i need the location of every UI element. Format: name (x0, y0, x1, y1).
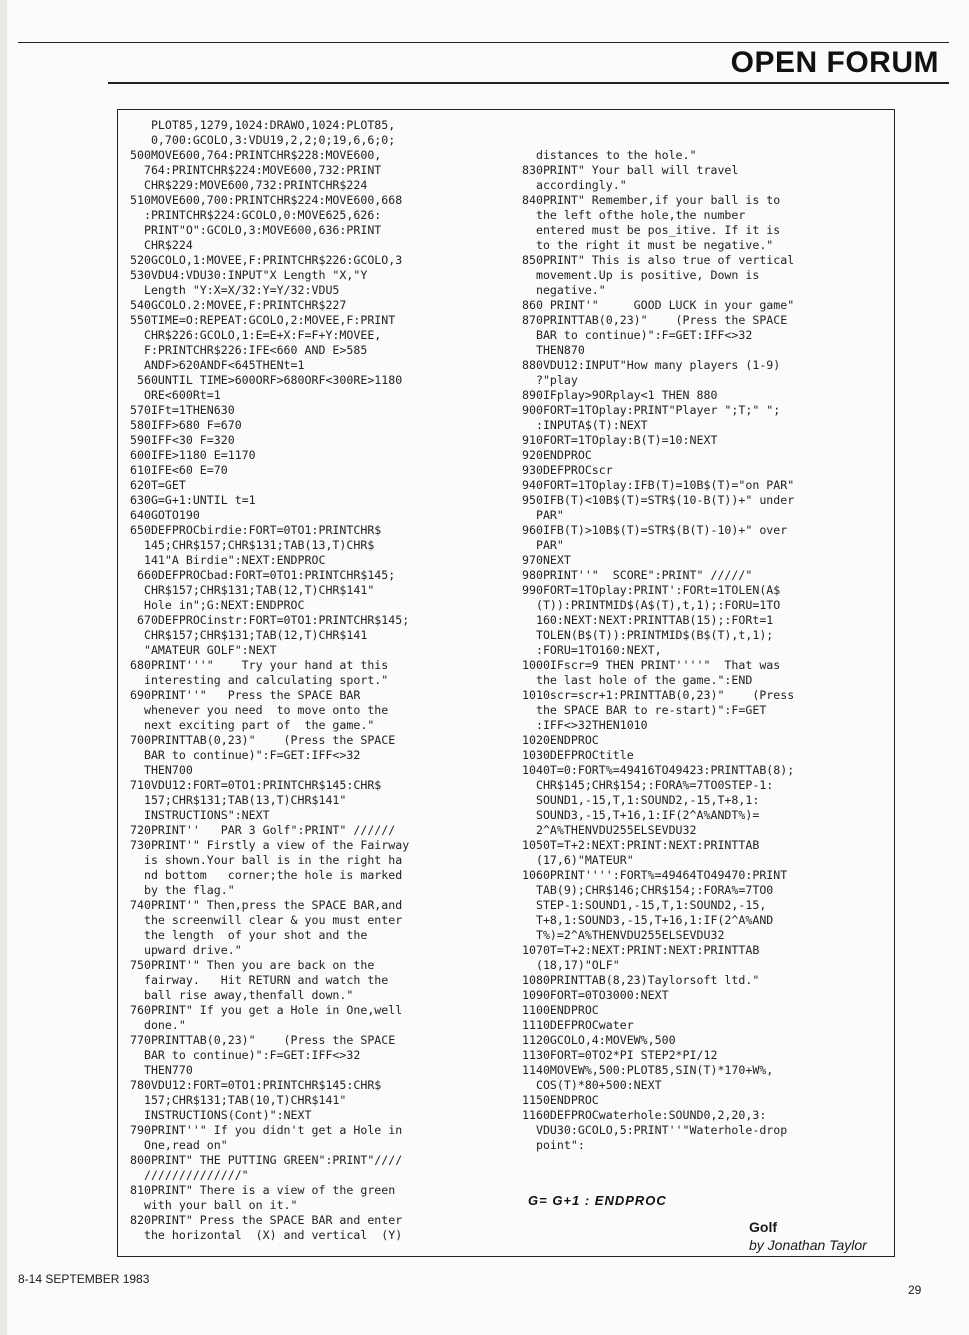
code-line: CHR$157;CHR$131;TAB(12,T)CHR$141" (130, 583, 375, 597)
code-line: //////////////" (130, 1168, 249, 1182)
code-line: 750PRINT'" Then you are back on the (130, 958, 375, 972)
code-line: 940FORT=1TOplay:IFB(T)=10B$(T)="on PAR" (522, 478, 795, 492)
listing-left-column (130, 118, 506, 1243)
program-title: Golf (749, 1219, 777, 1235)
code-line: 500MOVE600,764:PRINTCHR$228:MOVE600, (130, 148, 382, 162)
code-line: 590IFF<30 F=320 (130, 433, 235, 447)
program-listing (117, 109, 895, 1257)
code-line: INSTRUCTIONS":NEXT (130, 808, 270, 822)
code-line: :IFF<>32THEN1010 (522, 718, 648, 732)
code-line: ANDF>620ANDF<645THENt=1 (130, 358, 305, 372)
code-line: 157;CHR$131;TAB(10,T)CHR$141" (130, 1093, 347, 1107)
code-line: 570IFt=1THEN630 (130, 403, 235, 417)
code-line: Length "Y:X=X/32:Y=Y/32:VDU5 (130, 283, 340, 297)
code-line: 1000IFscr=9 THEN PRINT''''" That was (522, 658, 781, 672)
code-line: ?"play (522, 373, 578, 387)
code-line: 0,700:GCOLO,3:VDU19,2,2;0;19,6,6;0; (130, 133, 396, 147)
code-line: 145;CHR$157;CHR$131;TAB(13,T)CHR$ (130, 538, 375, 552)
code-line: 1150ENDPROC (522, 1093, 599, 1107)
code-line: the horizontal (X) and vertical (Y) (130, 1228, 403, 1242)
code-line: by the flag." (130, 883, 235, 897)
code-line: negative." (522, 283, 606, 297)
header-rule (108, 82, 949, 84)
code-line: done." (130, 1018, 186, 1032)
code-line: distances to the hole." (522, 148, 697, 162)
code-line: 1010scr=scr+1:PRINTTAB(0,23)" (Press (522, 688, 795, 702)
code-line: 640GOTO190 (130, 508, 200, 522)
code-line: 990FORT=1TOplay:PRINT':FORt=1TOLEN(A$ (522, 583, 781, 597)
code-line: entered must be pos_itive. If it is (522, 223, 781, 237)
code-line: CHR$229:MOVE600,732:PRINTCHR$224 (130, 178, 368, 192)
code-line: PLOT85,1279,1024:DRAWO,1024:PLOT85, (130, 118, 396, 132)
code-line: 1090FORT=0TO3000:NEXT (522, 988, 669, 1002)
code-line: fairway. Hit RETURN and watch the (130, 973, 389, 987)
article-caption (749, 1218, 867, 1254)
code-line: 840PRINT" Remember,if your ball is to (522, 193, 781, 207)
code-line: 660DEFPROCbad:FORT=0TO1:PRINTCHR$145; (130, 568, 396, 582)
code-line: 770PRINTTAB(0,23)" (Press the SPACE (130, 1033, 396, 1047)
code-line: 1080PRINTTAB(8,23)Taylorsoft ltd." (522, 973, 760, 987)
section-title: OPEN FORUM (730, 46, 939, 79)
code-line: 650DEFPROCbirdie:FORT=0TO1:PRINTCHR$ (130, 523, 382, 537)
code-line: the screenwill clear & you must enter (130, 913, 403, 927)
code-line: 740PRINT'" Then,press the SPACE BAR,and (130, 898, 403, 912)
code-line: 880VDU12:INPUT"How many players (1-9) (522, 358, 781, 372)
issue-date: 8-14 SEPTEMBER 1983 (18, 1272, 150, 1286)
code-line: 157;CHR$131;TAB(13,T)CHR$141" (130, 793, 347, 807)
code-line: THEN770 (130, 1063, 193, 1077)
handwritten-correction: G= G+1 : ENDPROC (528, 1193, 667, 1208)
code-line: 730PRINT'" Firstly a view of the Fairway (130, 838, 410, 852)
code-line: TAB(9);CHR$146;CHR$154;:FORA%=7TO0 (522, 883, 774, 897)
code-line: 690PRINT''" Press the SPACE BAR (130, 688, 361, 702)
code-line: 950IFB(T)<10B$(T)=STR$(10-B(T))+" under (522, 493, 795, 507)
code-line: CHR$145;CHR$154;:FORA%=7TO0STEP-1: (522, 778, 774, 792)
code-line: 630G=G+1:UNTIL t=1 (130, 493, 256, 507)
code-line: 2^A%THENVDU255ELSEVDU32 (522, 823, 697, 837)
code-line: VDU30:GCOLO,5:PRINT''"Waterhole-drop (522, 1123, 788, 1137)
code-line: 720PRINT'' PAR 3 Golf":PRINT" ////// (130, 823, 396, 837)
code-line: 910FORT=1TOplay:B(T)=10:NEXT (522, 433, 718, 447)
code-line: nd bottom corner;the hole is marked (130, 868, 403, 882)
code-line: T%)=2^A%THENVDU255ELSEVDU32 (522, 928, 725, 942)
code-line: 610IFE<60 E=70 (130, 463, 228, 477)
code-line: 1120GCOLO,4:MOVEW%,500 (522, 1033, 676, 1047)
listing-right-column (522, 118, 884, 1238)
code-line: 580IFF>680 F=670 (130, 418, 242, 432)
code-line: 820PRINT" Press the SPACE BAR and enter (130, 1213, 403, 1227)
code-line: accordingly." (522, 178, 627, 192)
code-line: INSTRUCTIONS(Cont)":NEXT (130, 1108, 312, 1122)
code-line: 1050T=T+2:NEXT:PRINT:NEXT:PRINTTAB (522, 838, 760, 852)
code-line: the left ofthe hole,the number (522, 208, 746, 222)
code-line: 980PRINT''" SCORE":PRINT" /////" (522, 568, 753, 582)
code-line: BAR to continue)":F=GET:IFF<>32 (130, 1048, 361, 1062)
code-line: 560UNTIL TIME>600ORF>680ORF<300RE>1180 (130, 373, 403, 387)
code-line: is shown.Your ball is in the right ha (130, 853, 403, 867)
code-line: the length of your shot and the (130, 928, 368, 942)
code-line: 620T=GET (130, 478, 186, 492)
code-line: with your ball on it." (130, 1198, 298, 1212)
page-margin-shadow (0, 0, 7, 1335)
code-line: SOUND3,-15,T+16,1:IF(2^A%ANDT%)= (522, 808, 760, 822)
code-line: 670DEFPROCinstr:FORT=0TO1:PRINTCHR$145; (130, 613, 410, 627)
code-line: (T)):PRINTMID$(A$(T),t,1);:FORU=1TO (522, 598, 781, 612)
code-line: 930DEFPROCscr (522, 463, 613, 477)
code-line: 970NEXT (522, 553, 571, 567)
code-line: 520GCOLO,1:MOVEE,F:PRINTCHR$226:GCOLO,3 (130, 253, 403, 267)
code-line: 790PRINT''" If you didn't get a Hole in (130, 1123, 403, 1137)
code-line: BAR to continue)":F=GET:IFF<>32 (522, 328, 753, 342)
code-line: :INPUTA$(T):NEXT (522, 418, 648, 432)
code-line: 680PRINT'''" Try your hand at this (130, 658, 389, 672)
author-byline: by Jonathan Taylor (749, 1237, 867, 1253)
code-line: CHR$226:GCOLO,1:E=E+X:F=F+Y:MOVEE, (130, 328, 382, 342)
code-line: 530VDU4:VDU30:INPUT"X Length "X,"Y (130, 268, 368, 282)
code-line: 1030DEFPROCtitle (522, 748, 634, 762)
code-line: CHR$157;CHR$131;TAB(12,T)CHR$141 (130, 628, 368, 642)
code-line: :PRINTCHR$224:GCOLO,0:MOVE625,626: (130, 208, 382, 222)
code-line: interesting and calculating sport." (130, 673, 389, 687)
code-line: whenever you need to move onto the (130, 703, 389, 717)
code-line: 141"A Birdie":NEXT:ENDPROC (130, 553, 326, 567)
code-line: 870PRINTTAB(0,23)" (Press the SPACE (522, 313, 788, 327)
code-line: to the right it must be negative." (522, 238, 774, 252)
code-line: 830PRINT" Your ball will travel (522, 163, 739, 177)
code-line: 510MOVE600,700:PRINTCHR$224:MOVE600,668 (130, 193, 403, 207)
code-line: THEN870 (522, 343, 585, 357)
code-line: :FORU=1TO160:NEXT, (522, 643, 662, 657)
code-line: (18,17)"OLF" (522, 958, 620, 972)
code-line: the last hole of the game.":END (522, 673, 753, 687)
code-line: 890IFplay>9ORplay<1 THEN 880 (522, 388, 718, 402)
code-line: 900FORT=1TOplay:PRINT"Player ";T;" "; (522, 403, 781, 417)
code-line: COS(T)*80+500:NEXT (522, 1078, 662, 1092)
code-line: Hole in";G:NEXT:ENDPROC (130, 598, 305, 612)
code-line: 800PRINT" THE PUTTING GREEN":PRINT"//// (130, 1153, 403, 1167)
code-line: 780VDU12:FORT=0TO1:PRINTCHR$145:CHR$ (130, 1078, 382, 1092)
code-line: F:PRINTCHR$226:IFE<660 AND E>585 (130, 343, 368, 357)
code-line: One,read on" (130, 1138, 228, 1152)
code-line: ORE<600Rt=1 (130, 388, 221, 402)
code-line: T+8,1:SOUND3,-15,T+16,1:IF(2^A%AND (522, 913, 774, 927)
code-line: 764:PRINTCHR$224:MOVE600,732:PRINT (130, 163, 382, 177)
code-line: next exciting part of the game." (130, 718, 375, 732)
code-line: 1140MOVEW%,500:PLOT85,SIN(T)*170+W%, (522, 1063, 774, 1077)
code-line: 920ENDPROC (522, 448, 592, 462)
code-line: 960IFB(T)>10B$(T)=STR$(B(T)-10)+" over (522, 523, 788, 537)
code-line: the SPACE BAR to re-start)":F=GET (522, 703, 767, 717)
code-line: 860 PRINT'" GOOD LUCK in your game" (522, 298, 795, 312)
code-line: THEN700 (130, 763, 193, 777)
code-line: PAR" (522, 538, 564, 552)
code-line: CHR$224 (130, 238, 193, 252)
code-line: TOLEN(B$(T)):PRINTMID$(B$(T),t,1); (522, 628, 774, 642)
code-line: 1130FORT=0TO2*PI STEP2*PI/12 (522, 1048, 718, 1062)
code-line: 810PRINT" There is a view of the green (130, 1183, 396, 1197)
code-line: BAR to continue)":F=GET:IFF<>32 (130, 748, 361, 762)
top-rule (18, 42, 949, 43)
code-line: 160:NEXT:NEXT:PRINTTAB(15);:FORt=1 (522, 613, 774, 627)
code-line: (17,6)"MATEUR" (522, 853, 634, 867)
code-line: 700PRINTTAB(0,23)" (Press the SPACE (130, 733, 396, 747)
code-line: PAR" (522, 508, 564, 522)
code-line: 1060PRINT'''':FORT%=49464TO49470:PRINT (522, 868, 788, 882)
code-line: 1020ENDPROC (522, 733, 599, 747)
code-line: 600IFE>1180 E=1170 (130, 448, 256, 462)
code-line: 550TIME=O:REPEAT:GCOLO,2:MOVEE,F:PRINT (130, 313, 396, 327)
code-line: 850PRINT" This is also true of vertical (522, 253, 795, 267)
code-line: ball rise away,thenfall down." (130, 988, 354, 1002)
code-line: PRINT"O":GCOLO,3:MOVE600,636:PRINT (130, 223, 382, 237)
code-line: 1110DEFPROCwater (522, 1018, 634, 1032)
code-line: 1160DEFPROCwaterhole:SOUND0,2,20,3: (522, 1108, 767, 1122)
code-line: STEP-1:SOUND1,-15,T,1:SOUND2,-15, (522, 898, 767, 912)
page-number: 29 (908, 1283, 922, 1297)
code-line: 1040T=0:FORT%=49416TO49423:PRINTTAB(8); (522, 763, 795, 777)
code-line: "AMATEUR GOLF":NEXT (130, 643, 277, 657)
code-line: 1100ENDPROC (522, 1003, 599, 1017)
code-line: 710VDU12:FORT=0TO1:PRINTCHR$145:CHR$ (130, 778, 382, 792)
code-line: point": (522, 1138, 585, 1152)
code-line: SOUND1,-15,T,1:SOUND2,-15,T+8,1: (522, 793, 760, 807)
code-line: upward drive." (130, 943, 242, 957)
code-line: 1070T=T+2:NEXT:PRINT:NEXT:PRINTTAB (522, 943, 760, 957)
code-line: movement.Up is positive, Down is (522, 268, 760, 282)
code-line: 760PRINT" If you get a Hole in One,well (130, 1003, 403, 1017)
code-line: 540GCOLO.2:MOVEE,F:PRINTCHR$227 (130, 298, 347, 312)
